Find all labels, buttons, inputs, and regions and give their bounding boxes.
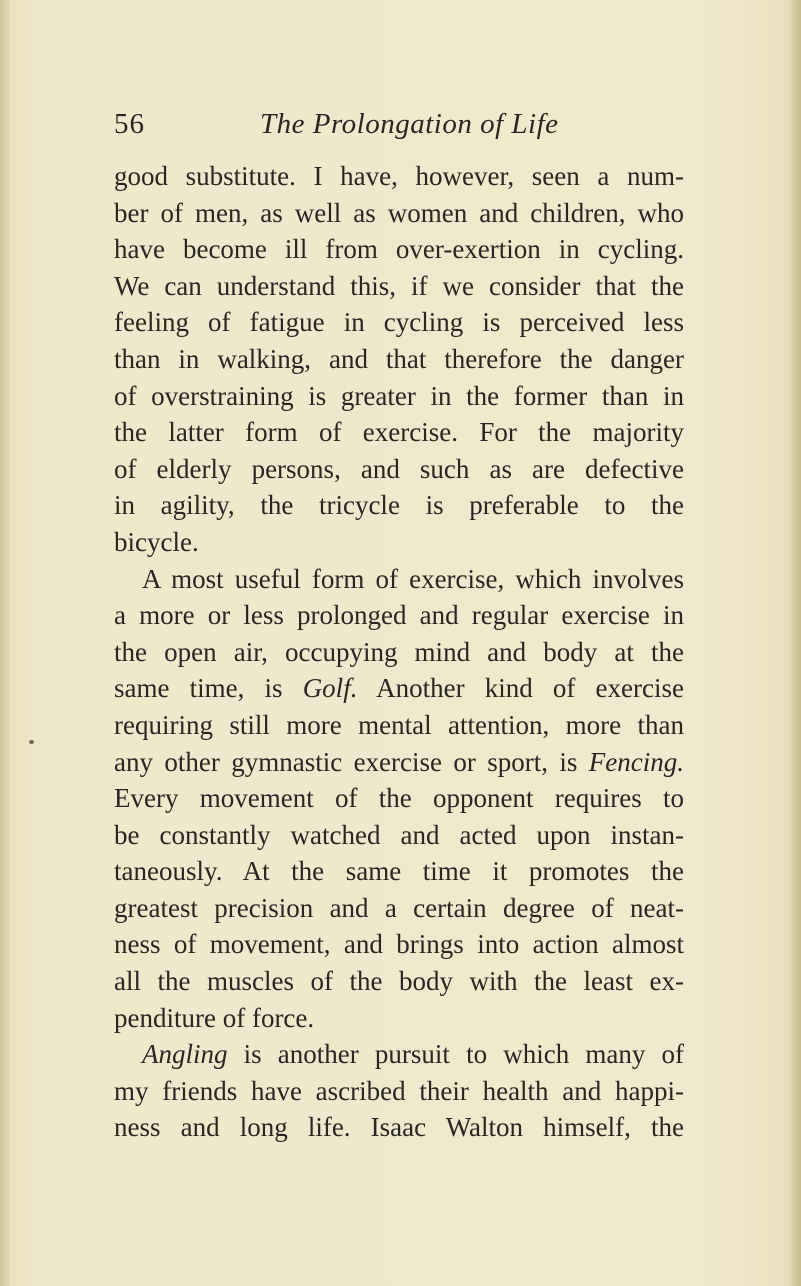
- text-line: [114, 304, 684, 341]
- line-text: penditure of force.: [114, 1002, 315, 1033]
- line-text: We can understand this, if we consider that the: [114, 270, 684, 301]
- text-line: [114, 670, 684, 707]
- text-line: [114, 853, 684, 890]
- text-line: [114, 634, 684, 671]
- text-line: [114, 195, 684, 232]
- line-text: ber of men, as well as women and children, who: [114, 197, 684, 228]
- line-text: a more or less prolonged and regular exercise in: [114, 600, 684, 631]
- line-text: requiring still more mental attention, more than: [114, 709, 684, 740]
- text-line: [114, 451, 684, 488]
- line-text: in agility, the tricycle is preferable to the: [114, 490, 684, 521]
- text-line: [114, 231, 684, 268]
- text-line: [114, 707, 684, 744]
- running-title: The Prolongation of Life: [260, 108, 559, 140]
- line-text-continued: Another kind of exercise: [357, 673, 684, 704]
- page-number: 56: [114, 108, 145, 140]
- line-text: be constantly watched and acted upon instan-: [114, 819, 684, 850]
- paper-speck: [29, 740, 34, 744]
- line-text: ness and long life. Isaac Walton himself, the: [114, 1112, 684, 1143]
- line-text: of overstraining is greater in the former than in: [114, 380, 684, 411]
- line-text: bicycle.: [114, 526, 199, 557]
- line-text: all the muscles of the body with the least ex-: [114, 966, 684, 997]
- line-text: feeling of fatigue in cycling is perceived less: [114, 307, 684, 338]
- body-text: [114, 158, 684, 1146]
- binding-edge: [0, 0, 10, 1286]
- text-line: [114, 744, 684, 781]
- text-line: [114, 561, 684, 598]
- line-text: any other gymnastic exercise or sport, is: [114, 746, 589, 777]
- line-text: good substitute. I have, however, seen a num-: [114, 161, 684, 191]
- text-line: [114, 1000, 684, 1037]
- text-line: [114, 926, 684, 963]
- italic-term: Fencing.: [588, 746, 684, 777]
- line-text-continued: is another pursuit to which many of: [227, 1039, 684, 1070]
- line-text: Every movement of the opponent requires to: [114, 783, 684, 814]
- text-line: [114, 597, 684, 634]
- text-line: [114, 1036, 684, 1073]
- line-text: have become ill from over-exertion in cycling.: [114, 234, 684, 265]
- text-line: [114, 1073, 684, 1110]
- italic-term: Angling: [142, 1039, 228, 1070]
- text-line: [114, 1109, 684, 1146]
- text-line: [114, 158, 684, 195]
- text-line: [114, 378, 684, 415]
- line-text: the open air, occupying mind and body at the: [114, 636, 684, 667]
- running-head: [114, 104, 684, 144]
- text-line: [114, 268, 684, 305]
- page-fore-edge: [789, 0, 801, 1286]
- text-line: [114, 414, 684, 451]
- line-text: same time, is: [114, 673, 303, 704]
- line-text: greatest precision and a certain degree of neat-: [114, 892, 684, 923]
- text-line: [114, 524, 684, 561]
- text-line: [114, 963, 684, 1000]
- text-line: [114, 780, 684, 817]
- line-text: than in walking, and that therefore the danger: [114, 343, 684, 374]
- line-text: of elderly persons, and such as are defective: [114, 453, 684, 484]
- line-text: taneously. At the same time it promotes the: [114, 856, 684, 887]
- text-line: [114, 817, 684, 854]
- text-line: [114, 487, 684, 524]
- line-text: A most useful form of exercise, which involves: [142, 563, 684, 594]
- text-line: [114, 341, 684, 378]
- italic-term: Golf.: [302, 673, 358, 704]
- text-line: [114, 890, 684, 927]
- line-text: the latter form of exercise. For the majority: [114, 417, 684, 448]
- line-text: my friends have ascribed their health and happi-: [114, 1075, 684, 1106]
- line-text: ness of movement, and brings into action almost: [114, 929, 684, 960]
